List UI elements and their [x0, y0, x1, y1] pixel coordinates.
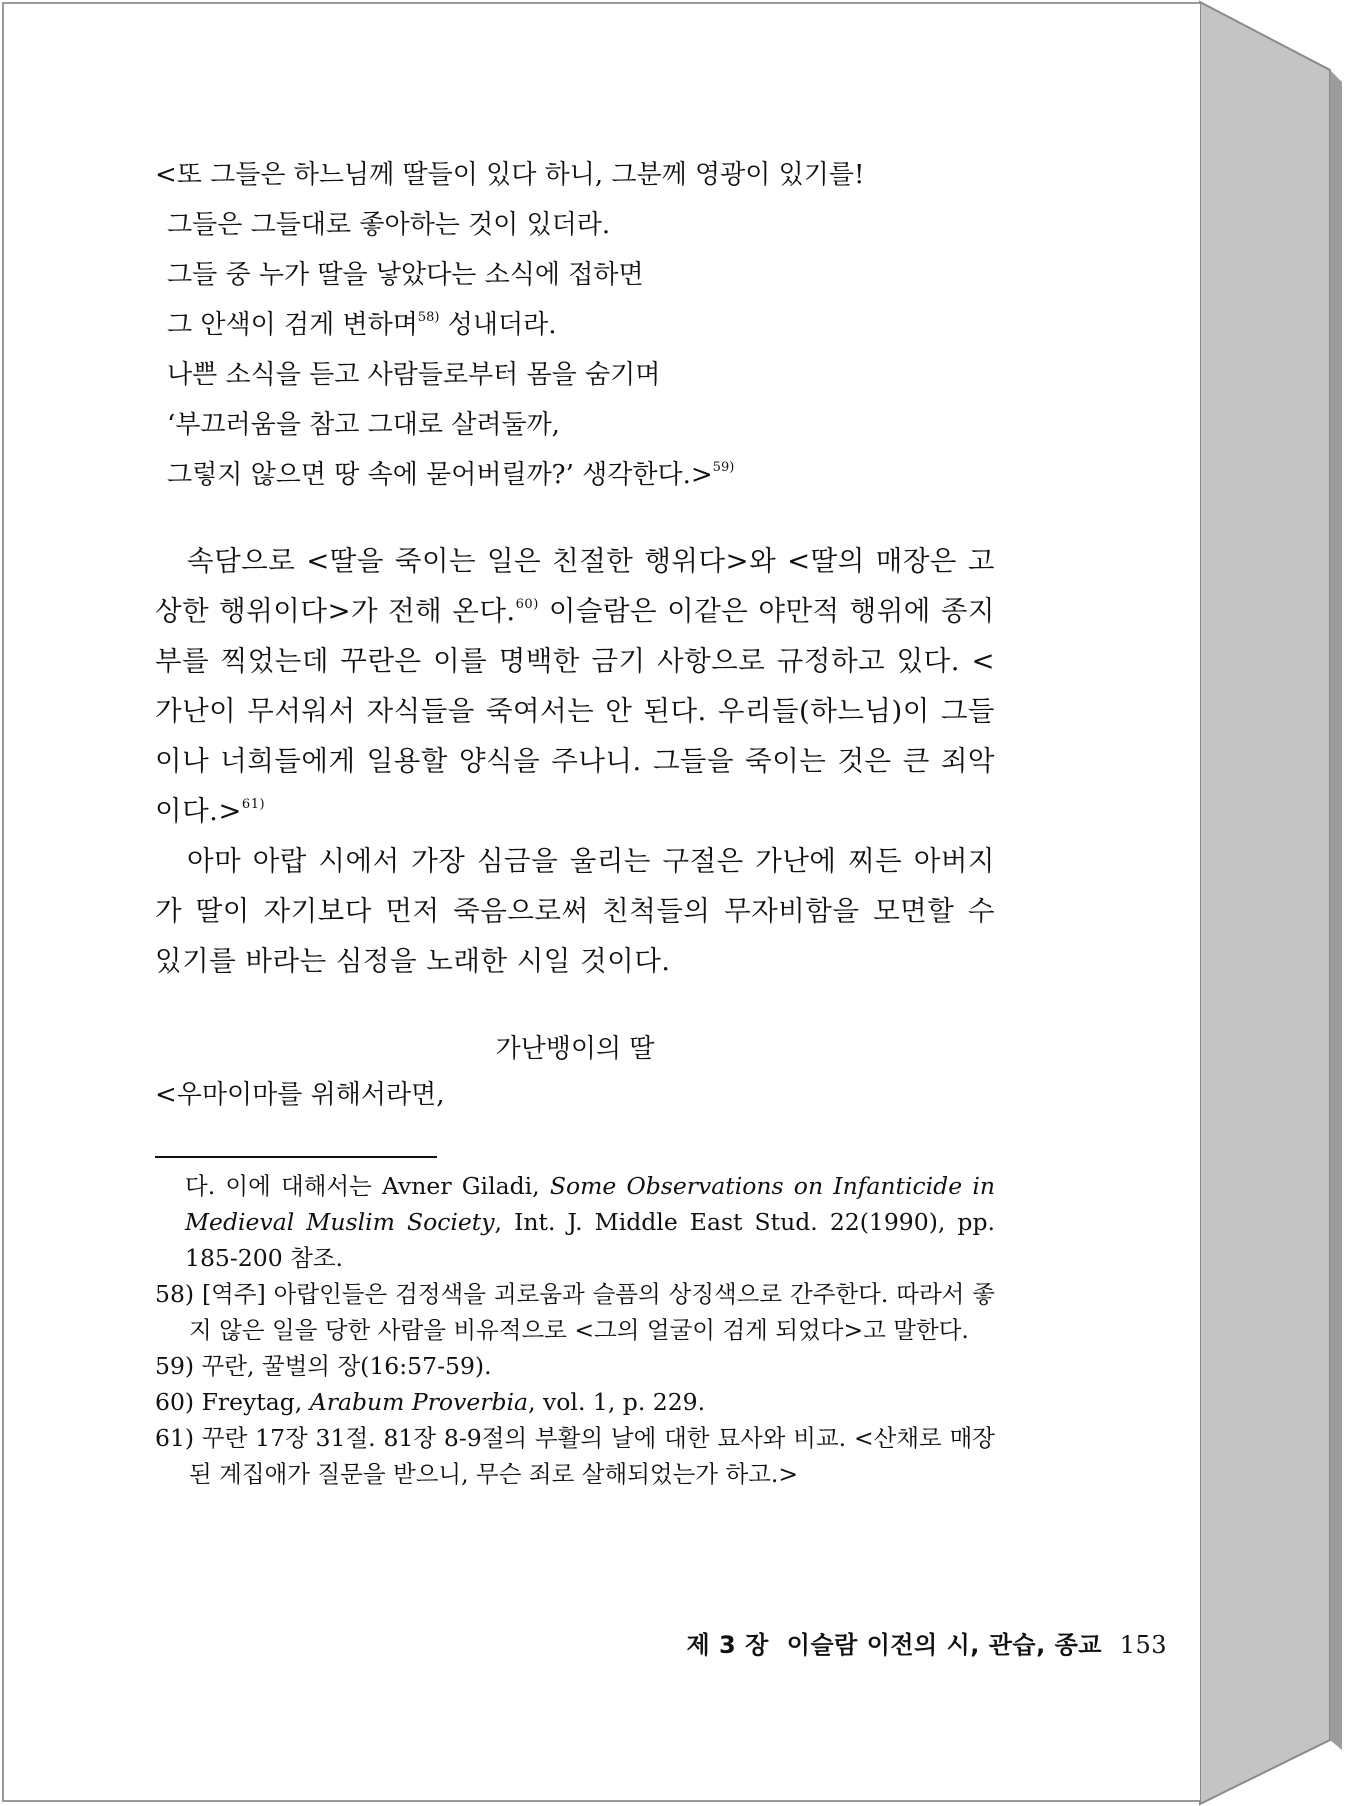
footnote-59-number: 59)	[155, 1352, 195, 1380]
footnote-60-post: , vol. 1, p. 229.	[528, 1388, 706, 1416]
paragraph-1	[155, 536, 995, 836]
footnote-61	[155, 1420, 995, 1492]
footnote-61-text: 꾸란 17장 31절. 81장 8-9절의 부활의 날에 대한 묘사와 비교. <산채로 매장된 계집애가 질문을 받으니, 무슨 죄로 살해되었는가 하고.>	[189, 1424, 995, 1488]
poem-title: 가난뱅이의 딸	[495, 1034, 655, 1064]
poem-line-5: 나쁜 소식을 듣고 사람들로부터 몸을 숨기며	[167, 360, 661, 390]
footnote-58	[155, 1276, 995, 1348]
poem-line-7-text: 그렇지 않으면 땅 속에 묻어버릴까?’ 생각한다.>	[167, 460, 713, 490]
footnote-continuation-pre: 다. 이에 대해서는 Avner Giladi,	[185, 1172, 550, 1200]
footer-title: 이슬람 이전의 시, 관습, 종교	[786, 1631, 1102, 1659]
footnote-60	[155, 1384, 995, 1420]
running-footer	[687, 1625, 1168, 1660]
footnote-ref-61: 61)	[241, 797, 266, 812]
paragraph-1-text-b: 이슬람은 이같은 야만적 행위에 종지부를 찍었는데 꾸란은 이를 명백한 금기 사항으로 규정하고 있다. <가난이 무서워서 자식들을 죽여서는 안 된다. 우리들(하느님)이 그들이나 너희들에게 일용할 양식을 주나니. 그들을 죽이는 것은 큰 죄악이다.>	[155, 595, 995, 827]
footnote-ref-60: 60)	[515, 597, 539, 612]
footer-chapter: 제 3 장	[686, 1631, 769, 1659]
footnote-60-title: Arabum Proverbia	[309, 1388, 529, 1416]
poem-line-2: 그들은 그들대로 좋아하는 것이 있더라.	[167, 210, 611, 240]
footnote-ref-59: 59)	[712, 460, 735, 475]
footnote-58-text: [역주] 아랍인들은 검정색을 괴로움과 슬픔의 상징색으로 간주한다. 따라서 좋지 않은 일을 당한 사람을 비유적으로 <그의 얼굴이 검게 되었다>고 말한다.	[189, 1280, 995, 1344]
quran-poem	[155, 150, 995, 500]
poem-line-6: ‘부끄러움을 참고 그대로 살려둘까,	[167, 410, 560, 440]
poem-2-first-line: <우마이마를 위해서라면,	[155, 1080, 445, 1110]
footnote-59	[155, 1348, 995, 1384]
footnote-continuation-post: , Int. J. Middle East Stud. 22(1990), pp. 185-200 참조.	[185, 1208, 995, 1272]
paragraph-2: 아마 아랍 시에서 가장 심금을 울리는 구절은 가난에 찌든 아버지가 딸이 자기보다 먼저 죽음으로써 친척들의 무자비함을 모면할 수 있기를 바라는 심정을 노래한 시일 것이다.	[155, 845, 995, 977]
page-number: 153	[1119, 1631, 1167, 1659]
poem-line-4-end: 성내더라.	[447, 310, 557, 340]
footnote-61-number: 61)	[155, 1424, 195, 1452]
poem-line-4-text: 그 안색이 검게 변하며	[167, 310, 418, 340]
footnote-59-text: 꾸란, 꿀벌의 장(16:57-59).	[201, 1352, 492, 1380]
poem-line-3: 그들 중 누가 딸을 낳았다는 소식에 접하면	[167, 260, 644, 290]
footnote-ref-58: 58)	[417, 310, 440, 325]
poem-line-4	[155, 300, 995, 350]
footnote-continuation	[155, 1168, 995, 1276]
footnote-divider	[155, 1156, 437, 1158]
footnotes	[155, 1168, 995, 1492]
poem-line-7	[155, 450, 995, 500]
footnote-continuation-title: Some Observations on Infanticide in Medieval Muslim Society	[185, 1172, 995, 1236]
page-content	[155, 150, 995, 1492]
paragraph-1-text-a: 속담으로 <딸을 죽이는 일은 친절한 행위다>와 <딸의 매장은 고상한 행위이다>가 전해 온다.	[155, 545, 995, 627]
footnote-60-pre: Freytag,	[201, 1388, 310, 1416]
footnote-60-number: 60)	[155, 1388, 195, 1416]
footnote-58-number: 58)	[155, 1280, 195, 1308]
poem-line-1: <또 그들은 하느님께 딸들이 있다 하니, 그분께 영광이 있기를!	[155, 160, 865, 190]
